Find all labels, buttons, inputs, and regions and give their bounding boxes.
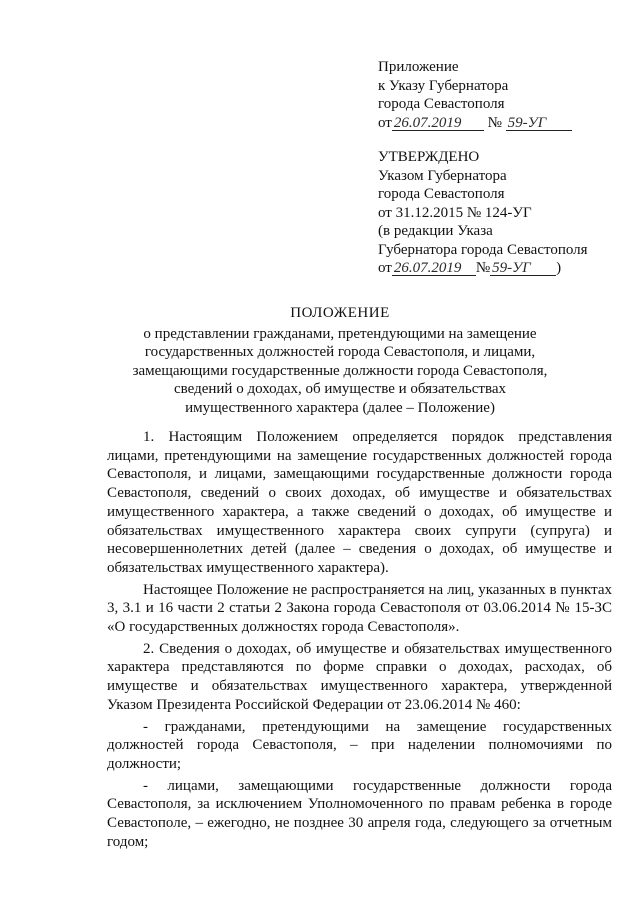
- approved-handwritten-number: 59-УГ: [490, 261, 556, 276]
- approved-closing-paren: ): [556, 260, 562, 276]
- appendix-number-sign: №: [487, 114, 502, 131]
- paragraph-1: 1. Настоящим Положением определяется порядок представления лицами, претендующими на замещение государственных должностей города Севастополя, и лицами, замещающими государственные должности города Севастополя, сведений о своих доходах, об имуществе и обязательствах имущественного характера, а также сведений о доходах, об имуществе и обязательствах имущественного характера своих супруги (супруга) и несовершеннолетних детей (далее – сведения о доходах, об имуществе и обязательствах имущественного характера).: [107, 429, 612, 576]
- approved-original-date: от 31.12.2015 № 124-УГ: [378, 204, 532, 221]
- document-title: [90, 304, 590, 417]
- document-body: [107, 428, 612, 854]
- appendix-date-number-line: [378, 114, 572, 133]
- approved-number-sign: №: [475, 260, 491, 276]
- appendix-from-prefix: от: [378, 114, 392, 131]
- paragraph-scope-exclusion: Настоящее Положение не распространяется на лиц, указанных в пунктах 3, 3.1 и 16 части 2 статьи 2 Закона города Севастополя от 03.06.2014 № 15-ЗС «О государственных должностях города Севастополя».: [107, 581, 612, 636]
- approved-edition-note: (в редакции Указа: [378, 223, 493, 239]
- list-item-office-holders: - лицами, замещающими государственные должности города Севастополя, за исключением Уполномоченного по правам ребенка в городе Севастополе, – ежегодно, не позднее 30 апреля года, следующего за отчетным годом;: [107, 777, 612, 850]
- approved-handwritten-date: 26.07.2019: [392, 261, 476, 276]
- approved-edition-date-line: [378, 259, 588, 278]
- approved-edition-author: Губернатора города Севастополя: [378, 241, 588, 258]
- title-subline: сведений о доходах, об имуществе и обязательствах: [173, 381, 507, 397]
- approved-label: УТВЕРЖДЕНО: [378, 149, 480, 165]
- list-item-candidates: - гражданами, претендующими на замещение государственных должностей города Севастополя, – при наделении полномочиями по должности;: [107, 718, 612, 772]
- appendix-decree-ref: к Указу Губернатора: [378, 77, 509, 94]
- approved-by: Указом Губернатора: [378, 167, 507, 184]
- title-subline: замещающими государственные должности города Севастополя,: [132, 362, 548, 379]
- title-subline: имущественного характера (далее – Положение): [185, 399, 495, 416]
- appendix-handwritten-number: 59-УГ: [506, 116, 572, 131]
- approved-from-prefix: от: [378, 260, 392, 276]
- title-main: ПОЛОЖЕНИЕ: [290, 305, 390, 321]
- appendix-header: [378, 58, 572, 132]
- approved-city: города Севастополя: [378, 186, 505, 202]
- title-subline: государственных должностей города Севастополя, и лицами,: [144, 344, 536, 360]
- approved-header: [378, 148, 588, 278]
- appendix-label: Приложение: [378, 59, 459, 75]
- appendix-handwritten-date: 26.07.2019: [392, 116, 484, 131]
- appendix-city: города Севастополя: [378, 96, 505, 112]
- title-subline: о представлении гражданами, претендующими на замещение: [143, 325, 537, 342]
- paragraph-2: 2. Сведения о доходах, об имуществе и обязательствах имущественного характера представляются по форме справки о доходах, расходах, об имуществе и обязательствах имущественного характера, утвержденной Указом Президента Российской Федерации от 23.06.2014 № 460:: [107, 640, 612, 713]
